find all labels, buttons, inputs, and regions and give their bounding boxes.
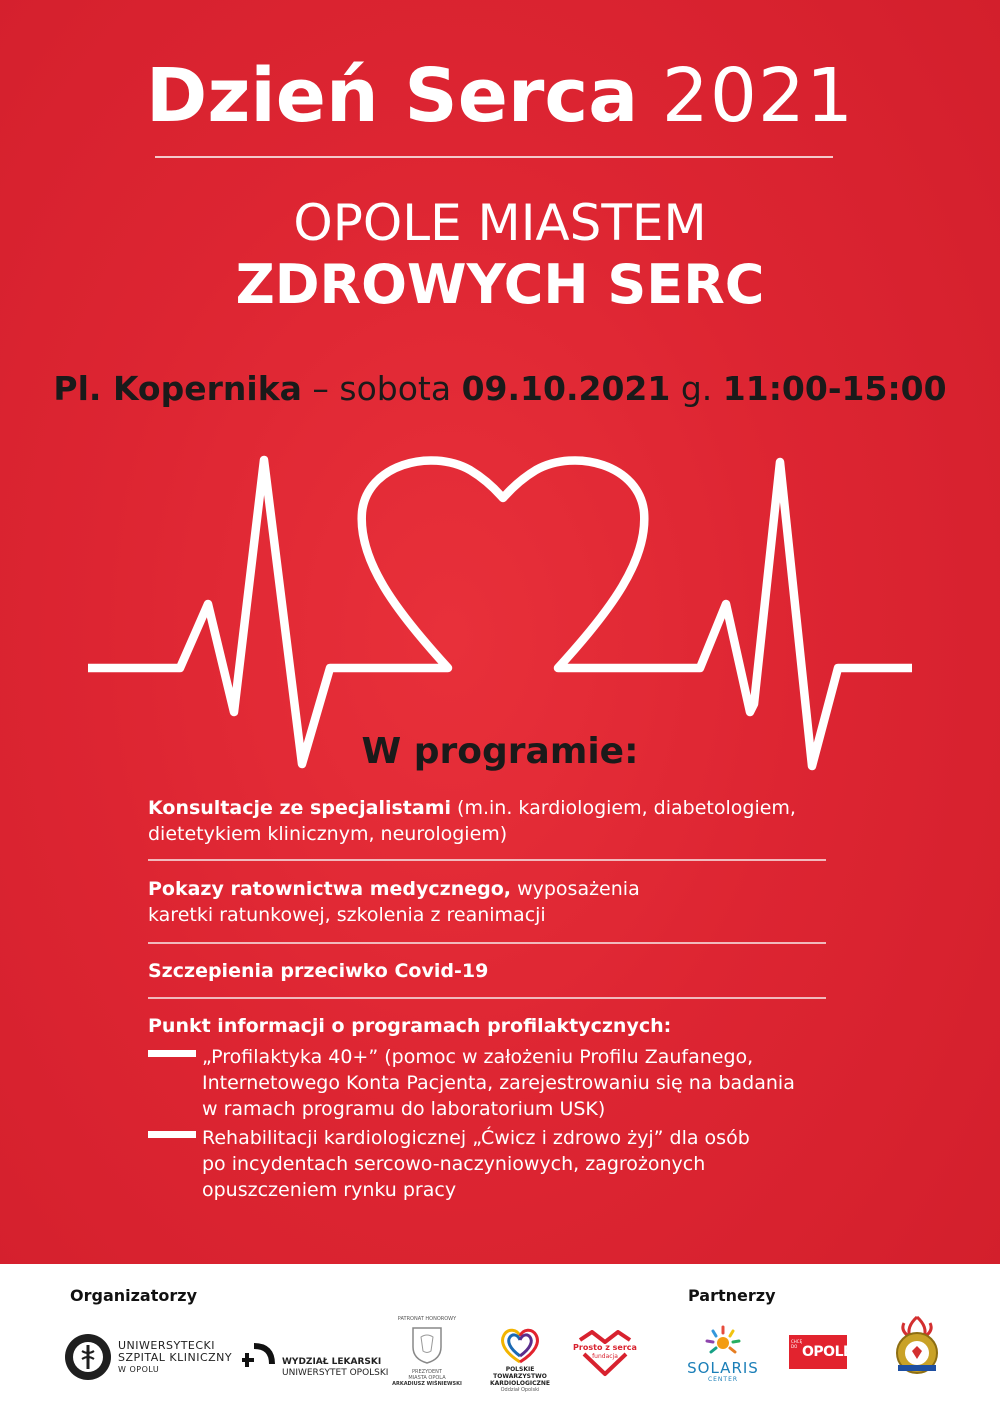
ptk-line3: KARDIOLOGICZNE [490,1380,550,1387]
event-place: Pl. Kopernika [53,369,302,408]
program-item-text-2: karetki ratunkowej, szkolenia z reanimacji [148,904,546,926]
solaris-sun-icon [703,1325,743,1359]
program-item-info-point [148,1013,838,1039]
ptk-text [484,1366,556,1394]
solaris-line1: SOLARIS [687,1359,759,1377]
usk-line3: W OPOLU [118,1365,160,1374]
program-item-bold: Szczepienia przeciwko Covid-19 [148,960,489,982]
bullet-rehabilitation [202,1125,842,1203]
program-item-bold: Pokazy ratownictwa medycznego, [148,878,512,900]
program-item-text: (m.in. kardiologiem, diabetologiem, [457,797,796,819]
ptk-line4: Oddział Opolski [500,1387,540,1393]
solaris-line2: CENTER [707,1376,739,1383]
program-item-consultations [148,795,838,847]
usk-line1: UNIWERSYTECKI [118,1339,216,1352]
event-date: 09.10.2021 [461,369,671,408]
patronat-line3: MIASTA OPOLA [408,1375,446,1381]
heartbeat-heart-icon [0,440,1000,780]
ptk-heart-icon [498,1326,542,1366]
bullet-line: „Profilaktyka 40+” (pomoc w założeniu Profilu Zaufanego, [202,1046,754,1068]
patronat-line4: ARKADIUSZ WIŚNIEWSKI [392,1381,462,1387]
opole-small: CHCĘ DO [791,1339,803,1349]
usk-logo-text [118,1340,232,1376]
program-item-bold: Punkt informacji o programach profilaktycznych: [148,1015,672,1037]
program-item-rescue [148,876,838,928]
prosto-line2: fundacja [592,1353,618,1360]
wl-logo-text [282,1357,388,1379]
program-item-vaccination [148,958,838,984]
event-day: sobota [339,369,452,408]
opole-logo [789,1335,853,1369]
ptk-line2: TOWARZYSTWO [493,1373,547,1380]
prosto-text [570,1343,640,1361]
bullet-profilaktyka [202,1044,842,1122]
organizers-label: Organizatorzy [70,1286,197,1305]
bullet-line: Rehabilitacji kardiologicznej „Ćwicz i zdrowo żyj” dla osób [202,1127,750,1149]
bullet-bar [148,1131,196,1138]
program-heading: W programie: [361,731,639,772]
bullet-line: opuszczeniem rynku pracy [202,1179,457,1201]
opole-big: OPOLE [802,1344,853,1360]
wl-line2: UNIWERSYTET OPOLSKI [282,1368,389,1378]
program-item-text: wyposażenia [517,878,640,900]
patronat-label: PATRONAT HONOROWY [397,1316,457,1322]
fire-brigade-emblem-icon [890,1315,944,1379]
poster-title [0,50,1000,142]
program-item-text-2: dietetykiem klinicznym, neurologiem) [148,823,508,845]
usk-line2: SZPITAL KLINICZNY [118,1351,233,1364]
bullet-line: po incydentach sercowo-naczyniowych, zagrożonych [202,1153,706,1175]
program-item-bold: Konsultacje ze specjalistami [148,797,451,819]
prosto-line1: Prosto z serca [573,1343,637,1352]
usk-seal-icon [64,1333,112,1381]
event-time: 11:00-15:00 [722,369,947,408]
patronat-line2: PREZYDENT [412,1369,442,1375]
title-divider [155,156,833,158]
wl-line1: WYDZIAŁ LEKARSKI [282,1357,382,1367]
bullet-line: w ramach programu do laboratorium USK) [202,1098,606,1120]
partners-label: Partnerzy [688,1286,776,1305]
event-info [0,368,1000,410]
event-dash: – [301,369,340,408]
subtitle-line2: ZDROWYCH SERC [235,253,765,316]
title-year: 2021 [661,53,855,139]
patronat-text [392,1369,462,1387]
solaris-text [684,1360,762,1384]
program-divider [148,859,826,861]
title-bold: Dzień Serca [145,53,639,139]
subtitle-line1: OPOLE MIASTEM [293,194,707,252]
program-divider [148,997,826,999]
bullet-line: Internetowego Konta Pacjenta, zarejestrowaniu się na badania [202,1072,795,1094]
program-divider [148,942,826,944]
bullet-bar [148,1050,196,1057]
opole-crest-icon [410,1325,444,1365]
wl-cross-icon [242,1342,276,1378]
ptk-line1: POLSKIE [505,1366,535,1373]
event-time-prefix: g. [680,369,713,408]
